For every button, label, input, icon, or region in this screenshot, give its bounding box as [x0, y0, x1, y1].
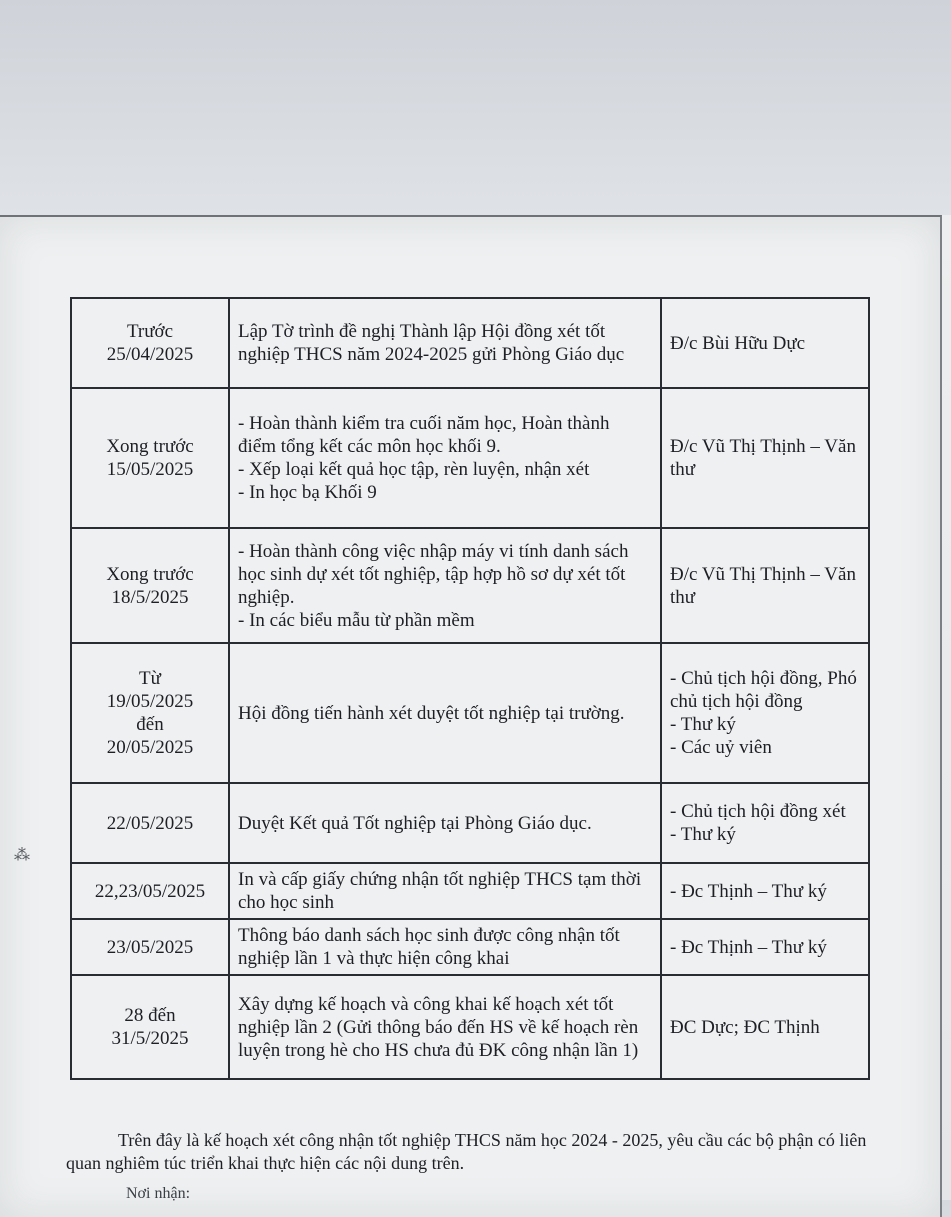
row-date: 28 đến 31/5/2025	[71, 975, 229, 1079]
row-date: Xong trước 18/5/2025	[71, 528, 229, 643]
row-responsible: - Chủ tịch hội đồng, Phó chủ tịch hội đồng - Thư ký - Các uỷ viên	[661, 643, 869, 783]
row-responsible: - Đc Thịnh – Thư ký	[661, 863, 869, 919]
table-row	[71, 388, 869, 528]
row-task: - Hoàn thành kiểm tra cuối năm học, Hoàn thành điểm tổng kết các môn học khối 9. - Xếp loại kết quả học tập, rèn luyện, nhận xét - In học bạ Khối 9	[229, 388, 661, 528]
row-date: Từ 19/05/2025 đến 20/05/2025	[71, 643, 229, 783]
row-task: In và cấp giấy chứng nhận tốt nghiệp THCS tạm thời cho học sinh	[229, 863, 661, 919]
table-row	[71, 975, 869, 1079]
table-row	[71, 298, 869, 388]
document-page	[0, 215, 942, 1217]
row-date: 23/05/2025	[71, 919, 229, 975]
closing-text: Trên đây là kế hoạch xét công nhận tốt nghiệp THCS năm học 2024 - 2025, yêu cầu các bộ phận có liên quan nghiêm túc triển khai thực hiện các nội dung trên.	[66, 1130, 867, 1173]
row-date: 22,23/05/2025	[71, 863, 229, 919]
table-row	[71, 783, 869, 863]
table-row	[71, 919, 869, 975]
table-row	[71, 643, 869, 783]
monitor-background	[0, 0, 951, 215]
row-responsible: Đ/c Bùi Hữu Dực	[661, 298, 869, 388]
schedule-table-wrapper	[70, 297, 868, 1080]
row-task: Xây dựng kế hoạch và công khai kế hoạch xét tốt nghiệp lần 2 (Gửi thông báo đến HS về kế hoạch rèn luyện trong hè cho HS chưa đủ ĐK công nhận lần 1)	[229, 975, 661, 1079]
closing-paragraph	[66, 1129, 886, 1175]
row-responsible: - Đc Thịnh – Thư ký	[661, 919, 869, 975]
row-task: Hội đồng tiến hành xét duyệt tốt nghiệp tại trường.	[229, 643, 661, 783]
row-date: Trước 25/04/2025	[71, 298, 229, 388]
recipient-label: Nơi nhận:	[126, 1185, 191, 1202]
table-row	[71, 528, 869, 643]
row-responsible: ĐC Dực; ĐC Thịnh	[661, 975, 869, 1079]
row-responsible: Đ/c Vũ Thị Thịnh – Văn thư	[661, 388, 869, 528]
pen-mark-icon: ⁂	[14, 847, 30, 864]
row-responsible: - Chủ tịch hội đồng xét - Thư ký	[661, 783, 869, 863]
schedule-table	[70, 297, 870, 1080]
row-task: Thông báo danh sách học sinh được công nhận tốt nghiệp lần 1 và thực hiện công khai	[229, 919, 661, 975]
row-date: Xong trước 15/05/2025	[71, 388, 229, 528]
row-task: Lập Tờ trình đề nghị Thành lập Hội đồng xét tốt nghiệp THCS năm 2024-2025 gửi Phòng Giáo dục	[229, 298, 661, 388]
row-task: Duyệt Kết quả Tốt nghiệp tại Phòng Giáo dục.	[229, 783, 661, 863]
row-task: - Hoàn thành công việc nhập máy vi tính danh sách học sinh dự xét tốt nghiệp, tập hợp hồ sơ dự xét tốt nghiệp. - In các biểu mẫu từ phần mềm	[229, 528, 661, 643]
table-row	[71, 863, 869, 919]
row-date: 22/05/2025	[71, 783, 229, 863]
row-responsible: Đ/c Vũ Thị Thịnh – Văn thư	[661, 528, 869, 643]
